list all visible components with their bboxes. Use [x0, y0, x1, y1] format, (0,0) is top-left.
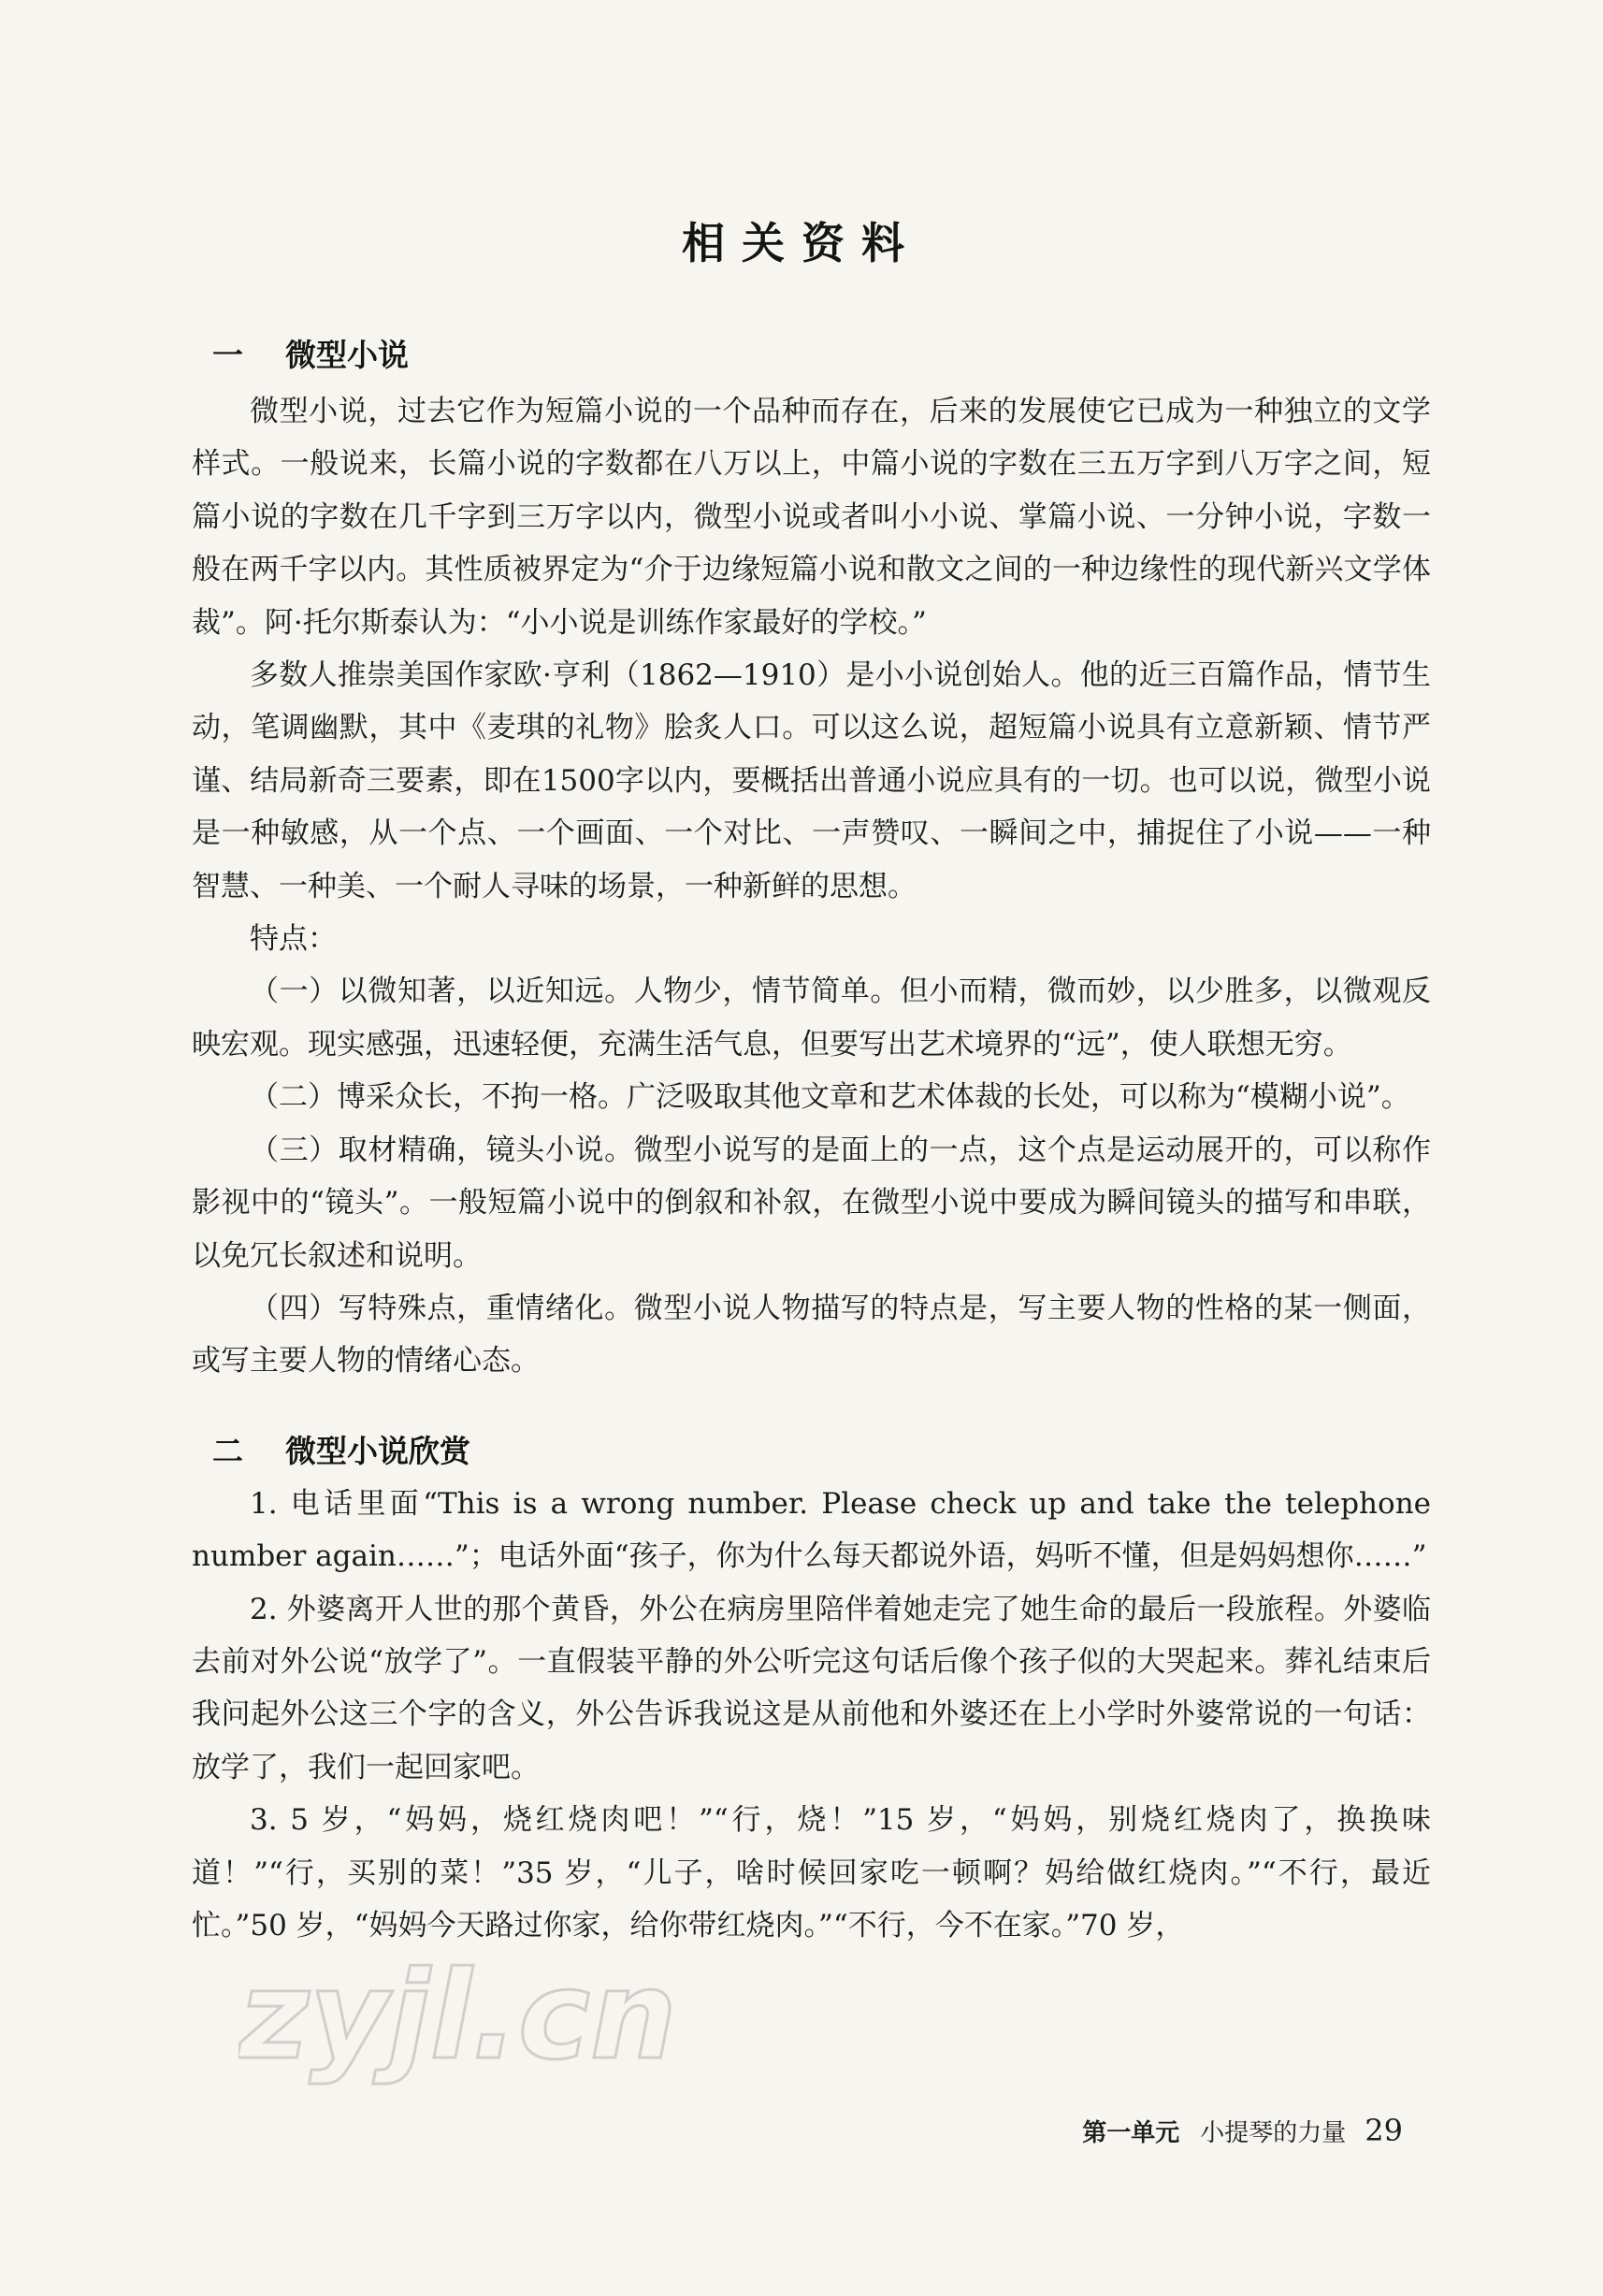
- section-heading-2: [192, 1425, 1431, 1478]
- section-number-2: 二: [212, 1432, 243, 1469]
- paragraph: （四）写特殊点，重情绪化。微型小说人物描写的特点是，写主要人物的性格的某一侧面，或写主要人物的情绪心态。: [192, 1291, 1431, 1379]
- page-number: 29: [1365, 2113, 1403, 2148]
- paragraph: 3. 5 岁，“妈妈，烧红烧肉吧！”“行，烧！”15 岁，“妈妈，别烧红烧肉了，换换味道！”“行，买别的菜！”35 岁，“儿子，啥时候回家吃一顿啊？妈给做红烧肉。”“不行，最近忙。”50 岁，“妈妈今天路过你家，给你带红烧肉。”“不行，今不在家。”70 岁，: [192, 1803, 1431, 1942]
- paragraph: （二）博采众长，不拘一格。广泛吸取其他文章和艺术体裁的长处，可以称为“模糊小说”。: [250, 1080, 1410, 1115]
- section-title-2: 微型小说欣赏: [285, 1432, 470, 1469]
- paragraph: 微型小说，过去它作为短篇小说的一个品种而存在，后来的发展使它已成为一种独立的文学样式。一般说来，长篇小说的字数都在八万以上，中篇小说的字数在三五万字到八万字之间，短篇小说的字数在几千字到三万字以内，微型小说或者叫小小说、掌篇小说、一分钟小说，字数一般在两千字以内。其性质被界定为“介于边缘短篇小说和散文之间的一种边缘性的现代新兴文学体裁”。阿·托尔斯泰认为：“小小说是训练作家最好的学校。”: [192, 395, 1431, 640]
- footer-unit: 第一单元: [1082, 2119, 1180, 2147]
- page-content: [192, 329, 1431, 1952]
- paragraph: （三）取材精确，镜头小说。微型小说写的是面上的一点，这个点是运动展开的，可以称作影视中的“镜头”。一般短篇小说中的倒叙和补叙，在微型小说中要成为瞬间镜头的描写和串联，以免冗长叙述和说明。: [192, 1133, 1431, 1273]
- watermark-text: zyjl.cn: [238, 1945, 677, 2086]
- page-footer: [1082, 2112, 1403, 2152]
- page-title: 相关资料: [682, 218, 921, 268]
- paragraph: 1. 电话里面“This is a wrong number. Please check up and take the telephone number again……”；电话外面“孩子，你为什么每天都说外语，妈听不懂，但是妈妈想你……”: [192, 1486, 1431, 1574]
- paragraph: 2. 外婆离开人世的那个黄昏，外公在病房里陪伴着她走完了她生命的最后一段旅程。外婆临去前对外公说“放学了”。一直假装平静的外公听完这句话后像个孩子似的大哭起来。葬礼结束后我问起外公这三个字的含义，外公告诉我说这是从前他和外婆还在上小学时外婆常说的一句话：放学了，我们一起回家吧。: [192, 1592, 1431, 1784]
- paragraph: 多数人推崇美国作家欧·亨利（1862—1910）是小小说创始人。他的近三百篇作品，情节生动，笔调幽默，其中《麦琪的礼物》脍炙人口。可以这么说，超短篇小说具有立意新颖、情节严谨、结局新奇三要素，即在1500字以内，要概括出普通小说应具有的一切。也可以说，微型小说是一种敏感，从一个点、一个画面、一个对比、一声赞叹、一瞬间之中，捕捉住了小说——一种智慧、一种美、一个耐人寻味的场景，一种新鲜的思想。: [192, 658, 1431, 903]
- section-heading-1: [192, 329, 1431, 382]
- paragraph: （一）以微知著，以近知远。人物少，情节简单。但小而精，微而妙，以少胜多，以微观反映宏观。现实感强，迅速轻便，充满生活气息，但要写出艺术境界的“远”，使人联想无穷。: [192, 975, 1431, 1061]
- paragraph: 特点：: [250, 922, 337, 957]
- section-number-1: 一: [212, 337, 243, 373]
- section-title-1: 微型小说: [285, 337, 409, 373]
- footer-lesson: 小提琴的力量: [1200, 2119, 1347, 2147]
- watermark-logo: [238, 1945, 725, 2086]
